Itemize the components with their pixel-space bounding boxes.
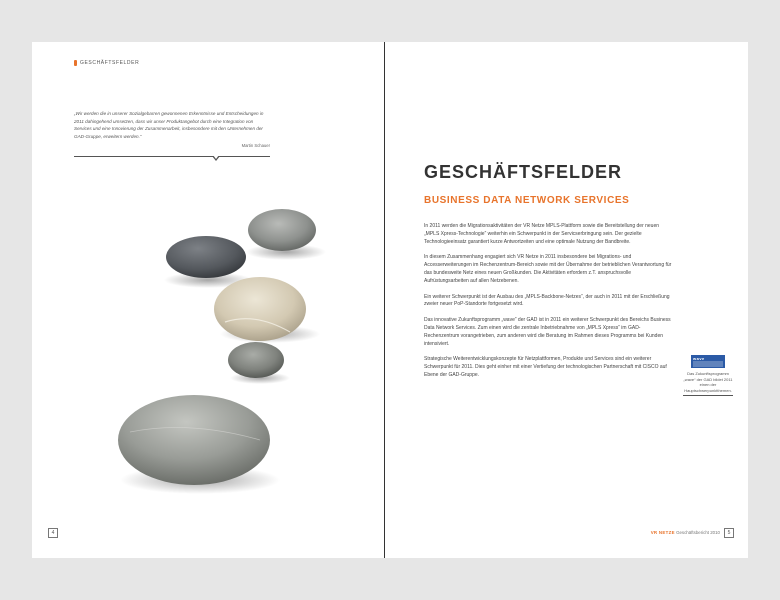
wave-logo-word: wave [693,356,705,361]
document-spread [32,42,748,558]
paragraph: In diesem Zusammenhang engagiert sich VR Netze in 2011 insbesondere bei Migrations- und Accesserweiterungen im Rechenzentrum-Bereich sowie mit der Übernahme der betrieblichen Verantwortung für das bundesweite Netz eines neuen Großkunden. Die Aktivitäten erfordern z.T. anspruchsvolle Aufrüstungsarbeiten auf allen Netzebenen. [424,254,672,284]
section-label: GESCHÄFTSFELDER [80,60,140,66]
section-marker-icon [74,60,77,66]
right-page [386,42,748,558]
left-page [32,42,384,558]
page-title: GESCHÄFTSFELDER [424,162,623,182]
paragraph: Das innovative Zukunftsprogramm „wave“ der GAD ist in 2011 ein weiterer Schwerpunkt des Bereichs Business Data Network Services. Zum einen wird die zentrale Inbetriebnahme von „MPLS Xpress“ im GAD-Rechenzentrum vorangetrieben, zum anderen wird die Beratung im Rahmen dieses Programms bei Kunden intensiviert. [424,317,671,347]
footer-brand: VR NETZE [650,530,675,535]
sidebar-caption: Das Zukunftsprogramm „wave“ der GAD bildet 2011 einen der Hauptschwerpunktthemen. [683,371,733,393]
page-footer [651,530,720,535]
wave-logo-pattern-icon [693,361,723,367]
sidebar-note [683,355,733,396]
stone-1 [248,209,316,251]
pebbles-image [90,162,330,502]
stone-4 [228,342,284,378]
body-text [424,223,672,388]
stone-3 [214,277,306,341]
stone-5 [118,395,270,485]
section-subtitle: BUSINESS DATA NETWORK SERVICES [424,195,630,206]
paragraph: In 2011 werden die Migrationsaktivitäten der VR Netze MPLS-Plattform sowie die Bereitstellung der neuen „MPLS Xpress-Technologie“ weiterhin ein Schwerpunkt in der Servicserbringung sein. Der gezielte Technologieeinsatz garantiert kurze Antwortzeiten und eine optimale Nutzung der Bandbreite. [424,223,660,245]
page-number: 4 [48,528,58,538]
quote-text: „Wir werden die in unserer Sozialgebarren gewonnenen Erkenntnisse und Entscheidungen in 2011 dahingehend umsetzen, dass wir unser Produktangebot durch eine Integration von Services und eine Innovierung der Zusammenarbeit, insbesondere mit den Unternehmen der GAD-Gruppe, erweitern werden.“ [74,111,264,139]
quote-pointer-icon [212,156,220,161]
quote-divider [74,156,270,157]
page-number: 5 [724,528,734,538]
page-gutter [384,42,385,558]
paragraph: Ein weiterer Schwerpunkt ist der Ausbau des „MPLS-Backbone-Netzes“, der auch in 2011 mit der Erschließung zweier neuer PoP-Standorte fortgesetzt wird. [424,293,670,308]
section-tag [74,60,139,66]
pull-quote [74,110,270,148]
sidebar-divider [683,395,733,396]
wave-logo [691,355,725,368]
paragraph: Strategische Weiterentwicklungskonzepte für Netzplattformen, Produkte und Services sind ein weiterer Schwerpunkt für 2011. Dies geht einher mit einer Vertiefung der technologischen Partnerschaft mit CISCO auf Ebene der GAD-Gruppe. [424,356,667,378]
quote-author: Martin Schauer [241,143,270,149]
stone-2 [166,236,246,278]
footer-label: Geschäftsbericht 2010 [676,530,720,535]
